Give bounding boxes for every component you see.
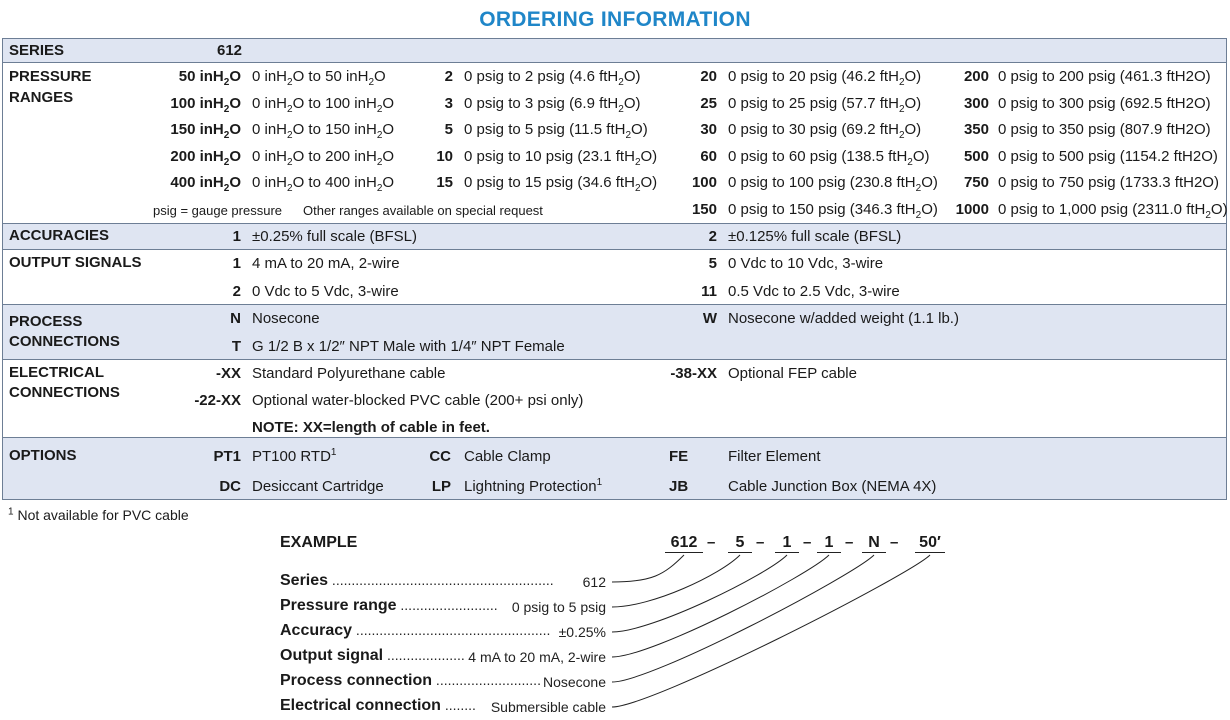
process-label-1: PROCESS — [9, 313, 83, 330]
pressure-code-psig: 150 — [691, 200, 717, 218]
example-row-label: Electrical connection — [280, 697, 441, 714]
example-row-leader: ........ — [440, 697, 476, 713]
pressure-code-inh2o: 150 inH$_2$O — [170, 121, 241, 141]
example-row — [280, 572, 606, 590]
pressure-range-inh2o: 0 inH$_2$O to 400 inH$_2$O — [252, 174, 395, 194]
option-code-lp: LP — [431, 478, 451, 495]
pressure-range-psig: 0 psig to 350 psig (807.9 ftH2O) — [998, 121, 1211, 138]
example-row — [280, 622, 606, 640]
option-text-pt1: PT100 RTD$^1$ — [252, 447, 337, 465]
pressure-code-psig: 3 — [444, 94, 453, 112]
example-dash: – — [756, 534, 765, 551]
pressure-range-inh2o: 0 inH$_2$O to 150 inH$_2$O — [252, 121, 395, 141]
electrical-code-xx: -XX — [215, 365, 241, 382]
accuracy-text-2: ±0.125% full scale (BFSL) — [728, 228, 902, 245]
pressure-code-inh2o: 200 inH$_2$O — [170, 147, 241, 168]
option-code-cc: CC — [429, 448, 451, 465]
example-row-label: Output signal — [280, 647, 384, 664]
pressure-code-psig: 25 — [700, 94, 717, 112]
output-text-5: 0 Vdc to 10 Vdc, 3-wire — [728, 255, 884, 272]
electrical-code-38: -38-XX — [670, 365, 717, 382]
electrical-code-22: -22-XX — [194, 392, 241, 409]
pressure-code-inh2o: 100 inH$_2$O — [170, 94, 241, 115]
pressure-range-psig: 0 psig to 150 psig (346.3 ftH$_2$O) — [728, 200, 938, 221]
output-code-1: 1 — [232, 255, 241, 272]
pressure-range-psig: 0 psig to 200 psig (461.3 ftH2O) — [998, 68, 1211, 85]
example-segment: 1 — [817, 534, 841, 553]
option-code-fe: FE — [669, 448, 689, 465]
pressure-code-psig: 10 — [436, 147, 453, 165]
pressure-range-psig: 0 psig to 5 psig (11.5 ftH$_2$O) — [464, 121, 648, 141]
process-text-t: G 1/2 B x 1/2″ NPT Male with 1/4″ NPT Female — [252, 338, 565, 355]
output-text-11: 0.5 Vdc to 2.5 Vdc, 3-wire — [728, 283, 900, 300]
pressure-range-psig: 0 psig to 1,000 psig (2311.0 ftH$_2$O) — [998, 200, 1228, 221]
pressure-code-psig: 5 — [444, 121, 453, 138]
pressure-code-inh2o: 400 inH$_2$O — [170, 174, 241, 194]
pressure-range-psig: 0 psig to 15 psig (34.6 ftH$_2$O) — [464, 174, 658, 194]
example-heading: EXAMPLE — [280, 534, 358, 551]
electrical-text-xx: Standard Polyurethane cable — [252, 365, 446, 382]
pressure-note-gauge: psig = gauge pressure — [153, 203, 283, 218]
option-code-dc: DC — [219, 478, 241, 495]
example-segment: 5 — [728, 534, 752, 553]
footnote: $^1$ Not available for PVC cable — [8, 506, 189, 523]
electrical-note: NOTE: XX=length of cable in feet. — [252, 419, 490, 436]
electrical-label-2: CONNECTIONS — [9, 384, 120, 401]
options-label: OPTIONS — [9, 447, 77, 464]
pressure-code-psig: 1000 — [955, 200, 989, 218]
example-row-leader: .................... — [383, 647, 465, 663]
process-label-2: CONNECTIONS — [9, 333, 120, 350]
example-row-leader: .................................................. — [352, 622, 551, 638]
pressure-range-psig: 0 psig to 2 psig (4.6 ftH$_2$O) — [464, 68, 641, 88]
process-text-n: Nosecone — [252, 310, 320, 327]
option-text-jb: Cable Junction Box (NEMA 4X) — [728, 478, 937, 495]
process-text-w: Nosecone w/added weight (1.1 lb.) — [728, 310, 959, 327]
output-label: OUTPUT SIGNALS — [9, 254, 142, 271]
ordering-table — [2, 38, 1227, 500]
example-row-value: Submersible cable — [490, 699, 606, 715]
pressure-range-inh2o: 0 inH$_2$O to 200 inH$_2$O — [252, 147, 395, 168]
example-dash: – — [845, 534, 854, 551]
output-code-11: 11 — [701, 283, 717, 300]
pressure-band — [3, 62, 1226, 223]
process-code-n: N — [230, 310, 241, 327]
pressure-label-1: PRESSURE — [9, 68, 92, 85]
option-code-jb: JB — [669, 478, 689, 495]
pressure-code-psig: 60 — [700, 147, 717, 165]
process-code-w: W — [702, 310, 717, 327]
ordering-title: ORDERING INFORMATION — [479, 8, 751, 31]
output-code-5: 5 — [708, 255, 717, 272]
pressure-range-inh2o: 0 inH$_2$O to 50 inH$_2$O — [252, 68, 386, 88]
pressure-range-psig: 0 psig to 10 psig (23.1 ftH$_2$O) — [464, 147, 658, 168]
electrical-text-38: Optional FEP cable — [728, 365, 857, 382]
example-row-label: Accuracy — [280, 622, 353, 639]
pressure-code-psig: 750 — [963, 174, 989, 191]
example-row-value: Nosecone — [542, 674, 606, 690]
series-label: SERIES — [9, 42, 65, 59]
accuracy-text-1: ±0.25% full scale (BFSL) — [252, 228, 417, 245]
option-text-fe: Filter Element — [728, 448, 821, 465]
series-band — [3, 39, 1226, 62]
pressure-range-psig: 0 psig to 30 psig (69.2 ftH$_2$O) — [728, 121, 922, 141]
pressure-code-psig: 2 — [444, 68, 453, 85]
example-row-leader: ......................... — [396, 597, 498, 613]
output-code-2: 2 — [232, 283, 241, 300]
example-connector — [612, 555, 930, 707]
option-text-dc: Desiccant Cartridge — [252, 478, 384, 495]
pressure-code-inh2o: 50 inH$_2$O — [178, 68, 241, 88]
pressure-range-psig: 0 psig to 3 psig (6.9 ftH$_2$O) — [464, 94, 641, 115]
example-row-leader: ......................................................... — [328, 572, 554, 588]
example-segment: 612 — [665, 534, 703, 553]
example-row-value: 4 mA to 20 mA, 2-wire — [468, 649, 606, 665]
pressure-code-psig: 30 — [700, 121, 717, 138]
pressure-code-psig: 350 — [963, 121, 989, 138]
accuracy-code-2: 2 — [708, 228, 717, 245]
example-row-value: ±0.25% — [558, 624, 606, 640]
example-row-value: 0 psig to 5 psig — [511, 599, 606, 615]
example-row — [280, 597, 606, 615]
example-row — [280, 672, 606, 690]
pressure-code-psig: 15 — [436, 174, 453, 191]
example-row-label: Pressure range — [280, 597, 397, 614]
pressure-note-other: Other ranges available on special request — [303, 203, 543, 218]
example-segment: N — [862, 534, 886, 553]
pressure-label-2: RANGES — [9, 89, 74, 106]
electrical-text-22: Optional water-blocked PVC cable (200+ psi only) — [252, 392, 584, 409]
example-dash: – — [890, 534, 899, 551]
example-segment: 1 — [775, 534, 799, 553]
pressure-range-psig: 0 psig to 20 psig (46.2 ftH$_2$O) — [728, 68, 922, 88]
pressure-code-psig: 300 — [963, 94, 989, 112]
pressure-range-psig: 0 psig to 100 psig (230.8 ftH$_2$O) — [728, 174, 938, 194]
example-connector — [612, 555, 829, 657]
example-connector — [612, 555, 874, 682]
accuracies-label: ACCURACIES — [9, 227, 110, 244]
pressure-range-psig: 0 psig to 60 psig (138.5 ftH$_2$O) — [728, 147, 930, 168]
example-segment: 50′ — [915, 534, 945, 553]
pressure-range-inh2o: 0 inH$_2$O to 100 inH$_2$O — [252, 94, 395, 115]
accuracy-code-1: 1 — [232, 228, 241, 245]
example-connector — [612, 555, 740, 607]
pressure-code-psig: 500 — [963, 147, 989, 165]
pressure-code-psig: 200 — [963, 68, 989, 85]
pressure-code-psig: 20 — [700, 68, 717, 85]
pressure-range-psig: 0 psig to 300 psig (692.5 ftH2O) — [998, 94, 1211, 112]
example-row — [280, 647, 606, 665]
pressure-range-psig: 0 psig to 25 psig (57.7 ftH$_2$O) — [728, 94, 922, 115]
output-text-1: 4 mA to 20 mA, 2-wire — [252, 255, 400, 272]
option-text-lp: Lightning Protection$^1$ — [464, 477, 603, 495]
option-code-pt1: PT1 — [213, 448, 241, 465]
example-row-label: Series — [280, 572, 329, 589]
example-dash: – — [803, 534, 812, 551]
series-value: 612 — [217, 42, 243, 59]
example-dash: – — [707, 534, 716, 551]
example-row — [280, 697, 606, 715]
example-row-value: 612 — [582, 574, 606, 590]
pressure-range-psig: 0 psig to 750 psig (1733.3 ftH2O) — [998, 174, 1219, 191]
pressure-range-psig: 0 psig to 500 psig (1154.2 ftH2O) — [998, 147, 1218, 165]
example-row-label: Process connection — [280, 672, 433, 689]
example-connector — [612, 555, 684, 582]
output-text-2: 0 Vdc to 5 Vdc, 3-wire — [252, 283, 399, 300]
electrical-label-1: ELECTRICAL — [9, 364, 104, 381]
process-code-t: T — [231, 338, 241, 355]
example-row-leader: ........................... — [432, 672, 541, 688]
option-text-cc: Cable Clamp — [464, 448, 551, 465]
example-connector — [612, 555, 787, 632]
pressure-code-psig: 100 — [691, 174, 717, 191]
